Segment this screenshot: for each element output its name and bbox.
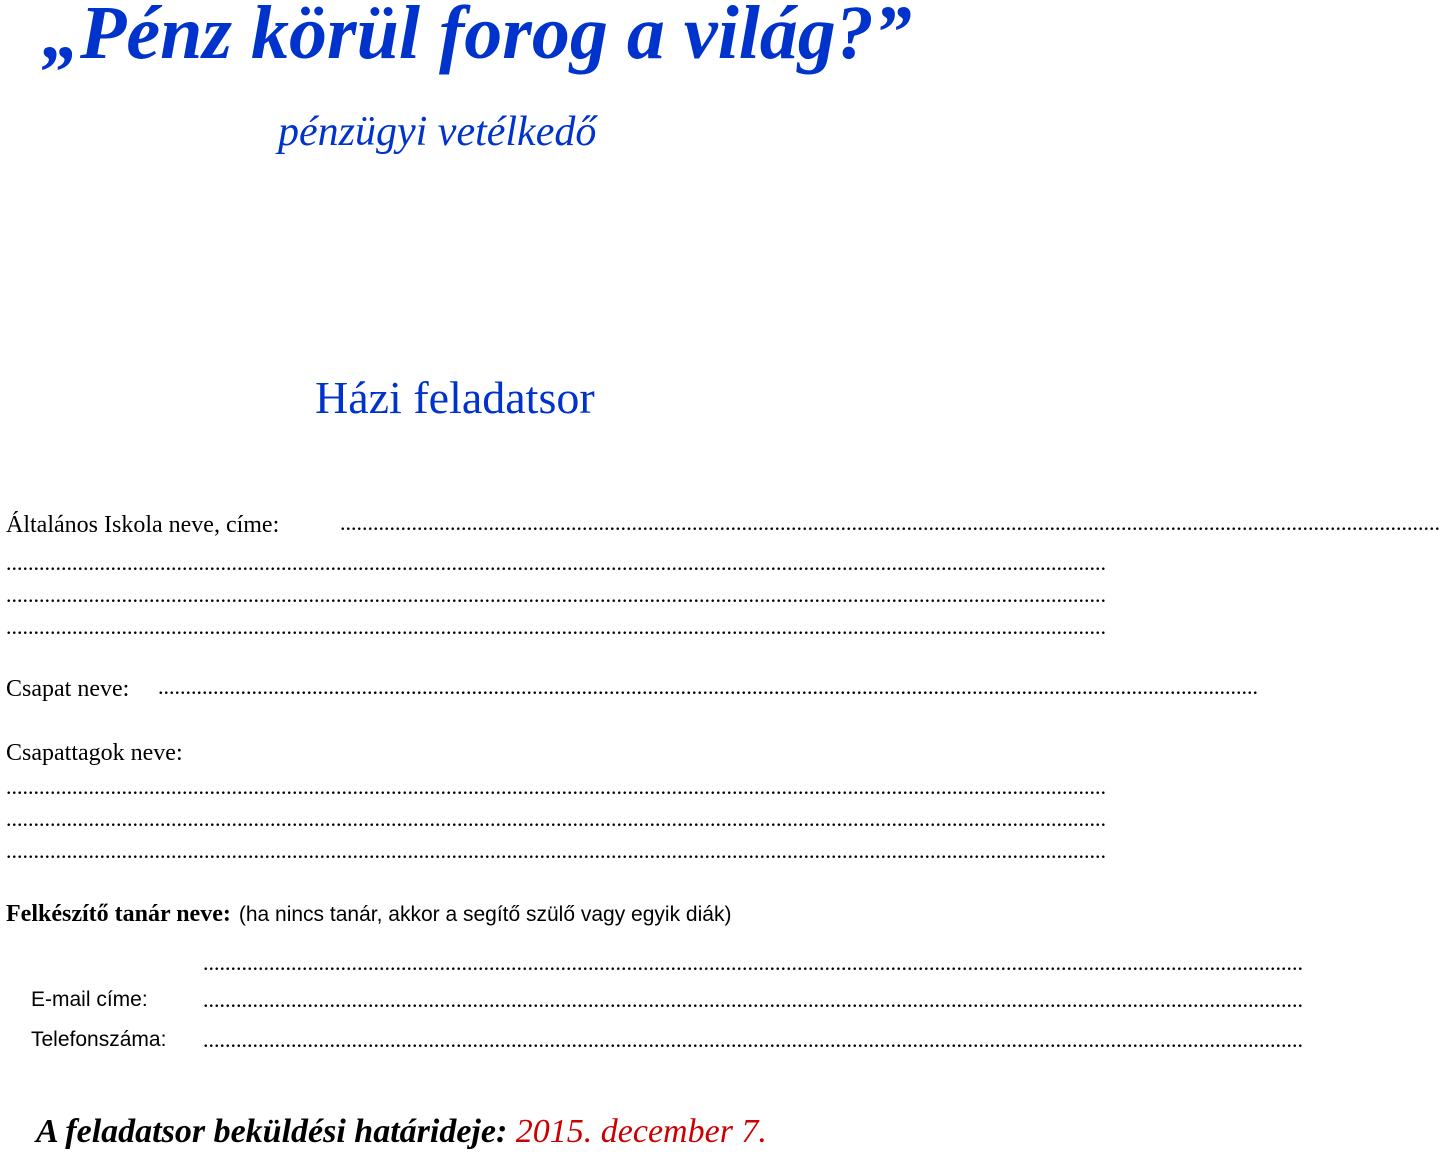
school-field-line-4[interactable]: ........................................................................................................................................................................................................ [6,614,1106,639]
deadline-notice [36,1113,767,1151]
email-field-line[interactable]: ........................................................................................................................................................................................................ [203,987,1303,1012]
members-field-line-3[interactable]: ........................................................................................................................................................................................................ [6,838,1106,863]
section-heading: Házi feladatsor [315,372,595,423]
members-field-line-2[interactable]: ........................................................................................................................................................................................................ [6,806,1106,831]
teacher-field-line[interactable]: ........................................................................................................................................................................................................ [203,950,1303,975]
school-field-line-1[interactable]: ........................................................................................................................................................................................................ [340,510,1440,535]
team-label: Csapat neve: [6,676,130,702]
teacher-note: (ha nincs tanár, akkor a segítő szülő vagy egyik diák) [238,903,732,926]
school-field-line-3[interactable]: ........................................................................................................................................................................................................ [6,582,1106,607]
school-field-line-2[interactable]: ........................................................................................................................................................................................................ [6,550,1106,575]
teacher-label: Felkészítő tanár neve: [6,901,231,927]
document-subtitle: pénzügyi vetélkedő [278,109,597,155]
members-label: Csapattagok neve: [6,740,183,766]
email-label: E-mail címe: [31,988,148,1011]
deadline-label: A feladatsor beküldési határideje: [36,1113,508,1150]
teacher-row [6,901,731,928]
team-field-line[interactable]: ........................................................................................................................................................................................................ [158,674,1258,699]
phone-field-line[interactable]: ........................................................................................................................................................................................................ [203,1027,1303,1052]
school-label: Általános Iskola neve, címe: [6,512,280,538]
phone-label: Telefonszáma: [31,1028,167,1051]
document-title: „Pénz körül forog a világ?” [42,0,912,75]
deadline-date: 2015. december 7. [515,1113,767,1150]
members-field-line-1[interactable]: ........................................................................................................................................................................................................ [6,774,1106,799]
